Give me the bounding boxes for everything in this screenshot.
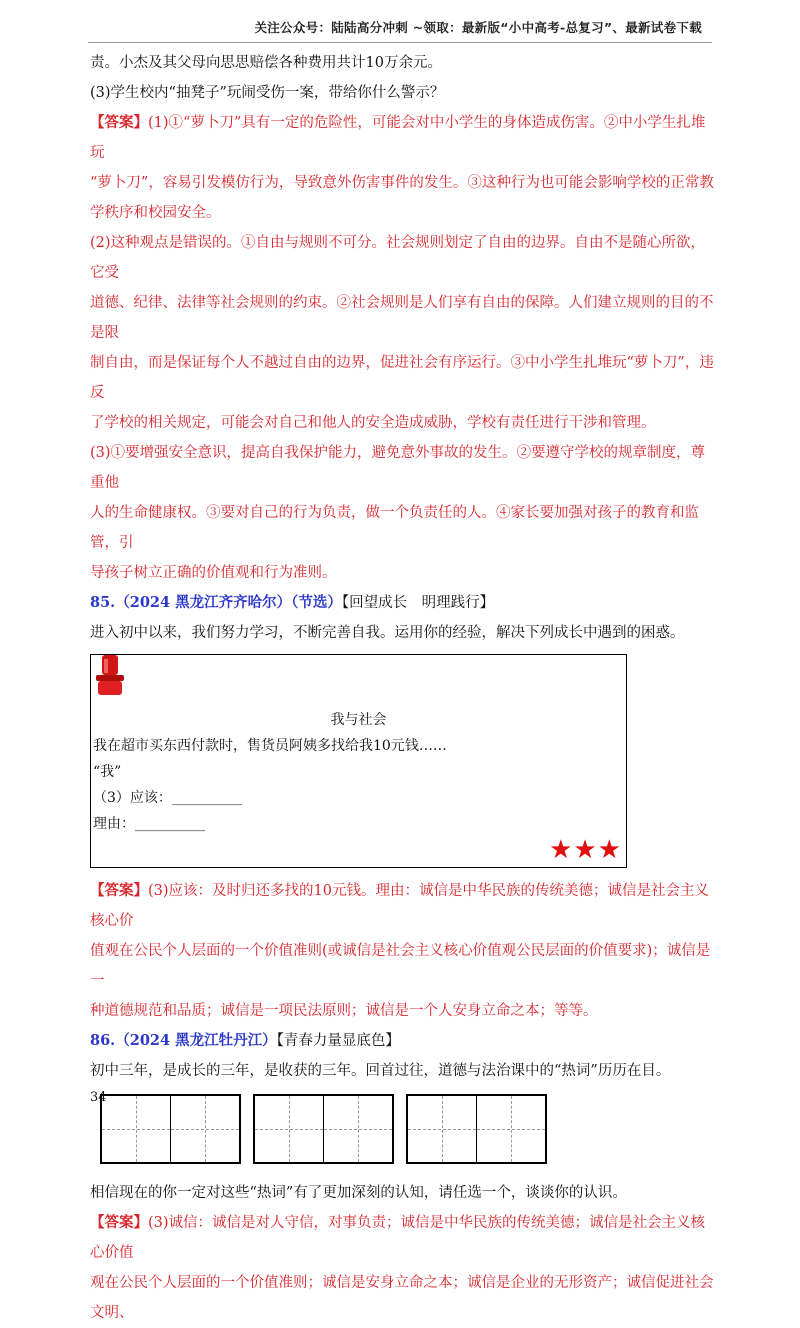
answer-line: 了学校的相关规定，可能会对自己和他人的安全造成威胁，学校有责任进行干涉和管理。 xyxy=(90,415,656,431)
question-86-intro: 初中三年，是成长的三年，是收获的三年。回首过往，道德与法治课中的“热词”历历在目。 xyxy=(90,1063,671,1079)
question-85-heading xyxy=(90,588,716,618)
pushpin-icon xyxy=(93,655,127,701)
question-85-intro: 进入初中以来，我们努力学习，不断完善自我。运用你的经验，解决下列成长中遇到的困惑。 xyxy=(90,625,685,641)
question-86-source: 86.（2024 黑龙江牡丹江） xyxy=(90,1032,277,1049)
page-header: 关注公众号：陆陆高分冲刺 ~领取：最新版“小中高考-总复习”、最新试卷下载 xyxy=(254,20,702,35)
answer-line: 人的生命健康权。③要对自己的行为负责，做一个负责任的人。④家长要加强对孩子的教育和监管，引 xyxy=(90,505,699,551)
page-body xyxy=(90,48,716,1328)
char-cell xyxy=(255,1096,324,1162)
char-cell xyxy=(324,1096,392,1162)
question-86-tag: 【青春力量显底色】 xyxy=(276,1033,400,1049)
answer-text: (3)应该：及时归还多找的10元钱。理由：诚信是中华民族的传统美德；诚信是社会主义核心价 xyxy=(90,883,709,929)
scenario-box xyxy=(90,654,627,868)
answer-label: 【答案】 xyxy=(90,114,148,131)
answer-label: 【答案】 xyxy=(90,882,148,899)
answer-line: 值观在公民个人层面的一个价值准则(或诚信是社会主义核心价值观公民层面的价值要求)；诚信是一 xyxy=(90,943,711,989)
box-line: 理由：__________ xyxy=(93,816,205,832)
box-line: 我在超市买东西付款时，售货员阿姨多找给我10元钱…… xyxy=(93,738,447,754)
char-cell xyxy=(477,1096,545,1162)
answer-line: 制自由，而是保证每个人不越过自由的边界，促进社会有序运行。③中小学生扎堆玩“萝卜刀”，违反 xyxy=(90,355,714,401)
answer-line: 道德、纪律、法律等社会规则的约束。②社会规则是人们享有自由的保障。人们建立规则的目的不是限 xyxy=(90,295,714,341)
answer-text: (1)①“萝卜刀”具有一定的危险性，可能会对中小学生的身体造成伤害。②中小学生扎堆玩 xyxy=(90,115,706,161)
word-group xyxy=(406,1094,547,1164)
answer-line: “萝卜刀”，容易引发模仿行为，导致意外伤害事件的发生。③这种行为也可能会影响学校的正常教 xyxy=(90,175,714,191)
answer-block xyxy=(90,1208,716,1268)
paragraph: 责。小杰及其父母向思思赔偿各种费用共计10万余元。 xyxy=(90,55,442,71)
question-86-heading xyxy=(90,1026,716,1056)
word-group xyxy=(100,1094,241,1164)
answer-line: 学秩序和校园安全。 xyxy=(90,205,221,221)
answer-line: 观在公民个人层面的一个价值准则；诚信是安身立命之本；诚信是企业的无形资产；诚信促进社会文明、 xyxy=(90,1275,714,1321)
header-rule xyxy=(88,42,712,43)
box-line: （3）应该：__________ xyxy=(93,790,242,806)
question-86-prompt: 相信现在的你一定对这些“热词”有了更加深刻的认知，请任选一个，谈谈你的认识。 xyxy=(90,1185,627,1201)
char-cell xyxy=(171,1096,239,1162)
answer-label: 【答案】 xyxy=(90,1214,148,1231)
question-3: (3)学生校内“抽凳子”玩闹受伤一案，带给你什么警示？ xyxy=(90,85,445,101)
star-rating-icon: ★★★ xyxy=(549,835,622,865)
answer-line: (3)①要增强安全意识，提高自我保护能力，避免意外事故的发生。②要遵守学校的规章制度，尊重他 xyxy=(90,445,706,491)
char-cell xyxy=(408,1096,477,1162)
box-title: 我与社会 xyxy=(330,712,387,728)
answer-text: (3)诚信：诚信是对人守信，对事负责；诚信是中华民族的传统美德；诚信是社会主义核心价值 xyxy=(90,1215,706,1261)
hot-word-grid xyxy=(100,1094,716,1164)
char-cell xyxy=(102,1096,171,1162)
question-85-tag: 【回望成长 明理践行】 xyxy=(341,595,495,611)
answer-block xyxy=(90,876,716,936)
question-85-source: 85.（2024 黑龙江齐齐哈尔）（节选） xyxy=(90,594,342,611)
answer-line: 种道德规范和品质；诚信是一项民法原则；诚信是一个人安身立命之本；等等。 xyxy=(90,1003,598,1019)
answer-line: (2)这种观点是错误的。①自由与规则不可分。社会规则划定了自由的边界。自由不是随心所欲，它受 xyxy=(90,235,706,281)
page-number: 34 xyxy=(90,1090,107,1105)
box-line: “我” xyxy=(93,764,122,780)
word-group xyxy=(253,1094,394,1164)
answer-block xyxy=(90,108,716,168)
answer-line: 导孩子树立正确的价值观和行为准则。 xyxy=(90,565,337,581)
